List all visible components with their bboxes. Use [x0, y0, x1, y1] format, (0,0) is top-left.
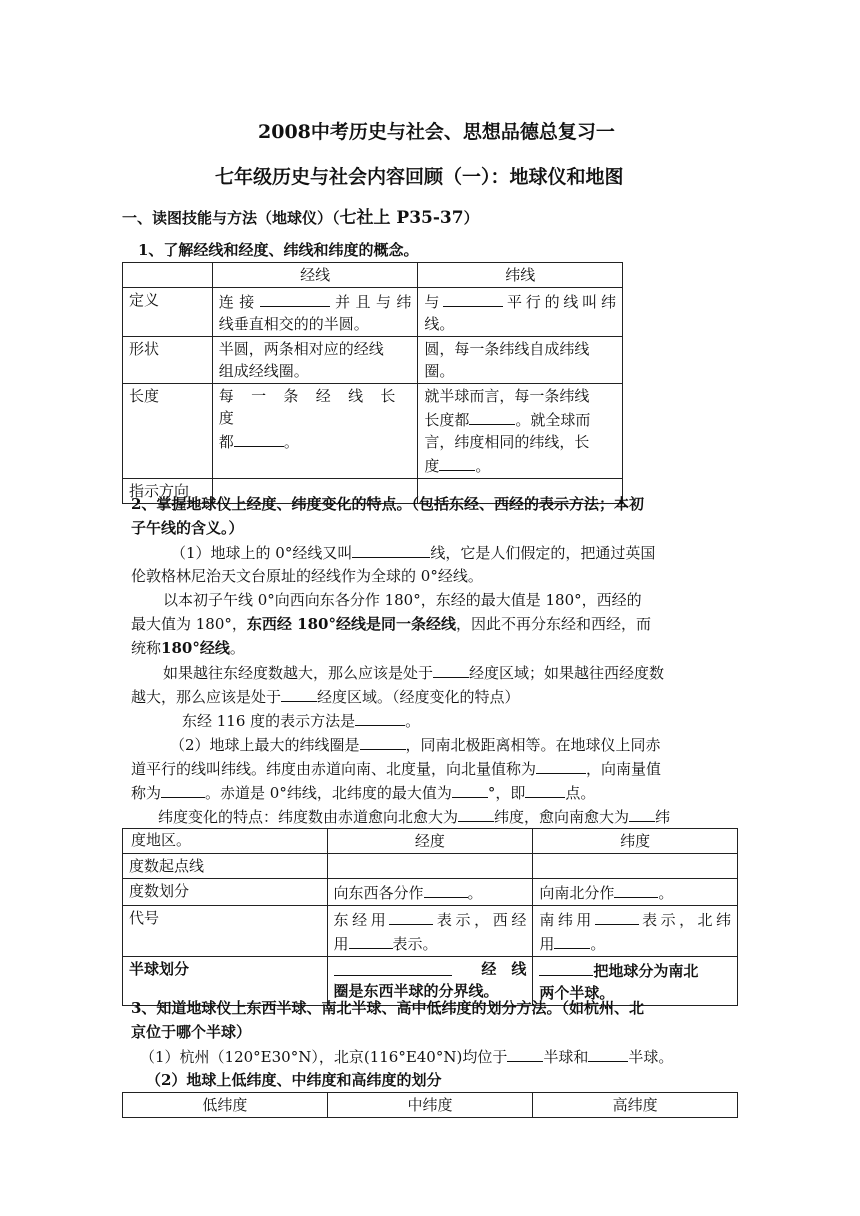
para-2-line1: 以本初子午线 0°向西向东各分作 180°，东经的最大值是 180°，西经的 — [163, 591, 642, 609]
answer-blank[interactable] — [161, 780, 205, 798]
answer-blank[interactable] — [588, 1044, 628, 1062]
table-longitude-latitude — [122, 828, 738, 1006]
row-label-origin: 度数起点线 — [123, 854, 328, 879]
col-header-weixian: 纬线 — [418, 263, 623, 288]
col-header-low-latitude: 低纬度 — [123, 1093, 328, 1118]
answer-blank[interactable] — [536, 756, 586, 774]
answer-blank[interactable] — [629, 804, 655, 822]
item-2-heading-line1: 2、掌握地球仪上经度、纬度变化的特点。（包括东经、西经的表示方法；本初 — [131, 495, 644, 513]
table-row — [123, 879, 738, 906]
row-label-direction: 指示方向 — [123, 479, 213, 504]
answer-blank[interactable] — [349, 931, 393, 949]
cell-wx-length: 就半球而言，每一条纬线 长度都 。就全球而 言，纬度相同的纬线，长 度 。 — [418, 384, 623, 479]
row-label-division: 度数划分 — [123, 879, 328, 906]
col-header-jingxian: 经线 — [212, 263, 418, 288]
answer-blank[interactable] — [614, 880, 658, 898]
col-header-mid-latitude: 中纬度 — [327, 1093, 533, 1118]
cell-wd-origin — [533, 854, 738, 879]
answer-blank[interactable] — [554, 931, 590, 949]
para-5-line1: （2）地球上最大的纬线圈是 ，同南北极距离相等。在地球仪上同赤 — [170, 732, 661, 757]
table-row — [123, 263, 623, 288]
para-3-line2: 越大，那么应该是处于 经度区域。（经度变化的特点） — [131, 684, 520, 709]
para-5-line2: 道平行的线叫纬线。纬度由赤道向南、北度量，向北量值称为 ，向南量值 — [131, 756, 661, 781]
row-label-code: 代号 — [123, 906, 328, 957]
answer-blank[interactable] — [281, 684, 317, 702]
document-title: 2008中考历史与社会、思想品德总复习一 — [258, 121, 615, 143]
answer-blank[interactable] — [433, 660, 469, 678]
item-3-heading-line1: 3、知道地球仪上东西半球、南北半球、高中低纬度的划分方法。（如杭州、北 — [131, 999, 644, 1017]
answer-blank[interactable] — [458, 804, 494, 822]
cell-jx-shape: 半圆，两条相对应的经线 组成经线圈。 — [212, 337, 418, 384]
item-1-heading: 1、了解经线和经度、纬线和纬度的概念。 — [138, 241, 419, 259]
row-label-hemisphere: 半球划分 — [123, 957, 328, 1006]
answer-blank[interactable] — [443, 289, 503, 307]
cell-wd-division: 向南北分作 。 — [533, 879, 738, 906]
answer-blank[interactable] — [352, 540, 430, 558]
para-6-line1: 纬度变化的特点：纬度数由赤道愈向北愈大为 纬度，愈向南愈大为 纬 — [158, 804, 670, 829]
cell-wd-code: 南纬用 表示，北纬 用 。 — [533, 906, 738, 957]
answer-blank[interactable] — [439, 453, 475, 471]
para-6-line2: 度地区。 — [131, 831, 192, 849]
table-row — [123, 1093, 738, 1118]
answer-blank[interactable] — [360, 732, 406, 750]
row-label-shape: 形状 — [123, 337, 213, 384]
para-1-line1: （1）地球上的 0°经线又叫 线，它是人们假定的，把通过英国 — [171, 540, 655, 565]
answer-blank[interactable] — [389, 907, 433, 925]
para-2-line2: 最大值为 180°，东西经 180°经线是同一条经线，因此不再分东经和西经，而 — [131, 615, 651, 633]
item-3-para-1: （1）杭州（120°E30°N），北京(116°E40°N)均位于 半球和 半球。 — [140, 1044, 673, 1069]
answer-blank[interactable] — [525, 780, 565, 798]
table-row — [123, 854, 738, 879]
cell-jd-code: 东经用 表示，西经 用 表示。 — [327, 906, 533, 957]
answer-blank[interactable] — [334, 958, 452, 976]
cell-jd-hemisphere: 经 线 圈是东西半球的分界线。 — [327, 957, 533, 1006]
answer-blank[interactable] — [355, 708, 405, 726]
col-header-high-latitude: 高纬度 — [533, 1093, 738, 1118]
document-subtitle: 七年级历史与社会内容回顾（一）：地球仪和地图 — [215, 166, 624, 188]
table-row — [123, 337, 623, 384]
answer-blank[interactable] — [507, 1044, 543, 1062]
answer-blank[interactable] — [260, 289, 330, 307]
section-1-heading: 一、读图技能与方法（地球仪）（七社上 P35-37） — [122, 208, 479, 228]
cell-jd-origin — [327, 854, 533, 879]
para-3-line1: 如果越往东经度数越大，那么应该是处于 经度区域；如果越往西经度数 — [163, 660, 664, 685]
table-row — [123, 906, 738, 957]
cell-jx-definition: 连接 并且与纬 线垂直相交的的半圆。 — [212, 288, 418, 337]
answer-blank[interactable] — [452, 780, 488, 798]
table-latitude-zones — [122, 1092, 738, 1118]
col-header-jingdu: 经度 — [327, 829, 533, 854]
table-row — [123, 288, 623, 337]
item-3-heading-line2: 京位于哪个半球） — [131, 1023, 252, 1041]
table-meridian-parallel — [122, 262, 623, 504]
row-label-length: 长度 — [123, 384, 213, 479]
para-4: 东经 116 度的表示方法是 。 — [182, 708, 420, 733]
answer-blank[interactable] — [424, 880, 468, 898]
answer-blank[interactable] — [234, 429, 284, 447]
para-5-line3: 称为 。赤道是 0°纬线，北纬度的最大值为 °，即 点。 — [131, 780, 595, 805]
col-header-weidu: 纬度 — [533, 829, 738, 854]
table-row — [123, 829, 738, 854]
table-row — [123, 384, 623, 479]
table-cell-empty — [123, 263, 213, 288]
cell-jd-division: 向东西各分作 。 — [327, 879, 533, 906]
table-cell-empty — [123, 829, 328, 854]
cell-wx-shape: 圆，每一条纬线自成纬线 圈。 — [418, 337, 623, 384]
para-1-line2: 伦敦格林尼治天文台原址的经线作为全球的 0°经线。 — [131, 567, 483, 585]
cell-jx-length: 每一条经线长度 都 。 — [212, 384, 418, 479]
row-label-definition: 定义 — [123, 288, 213, 337]
para-2-line3: 统称180°经线。 — [131, 639, 245, 657]
item-2-heading-line2: 子午线的含义。） — [131, 519, 244, 537]
item-3-para-2: （2）地球上低纬度、中纬度和高纬度的划分 — [146, 1071, 442, 1089]
answer-blank[interactable] — [595, 907, 639, 925]
cell-wd-hemisphere: 把地球分为南北 两个半球。 — [533, 957, 738, 1006]
cell-wx-definition: 与 平行的线叫纬 线。 — [418, 288, 623, 337]
answer-blank[interactable] — [469, 407, 515, 425]
answer-blank[interactable] — [539, 958, 593, 976]
